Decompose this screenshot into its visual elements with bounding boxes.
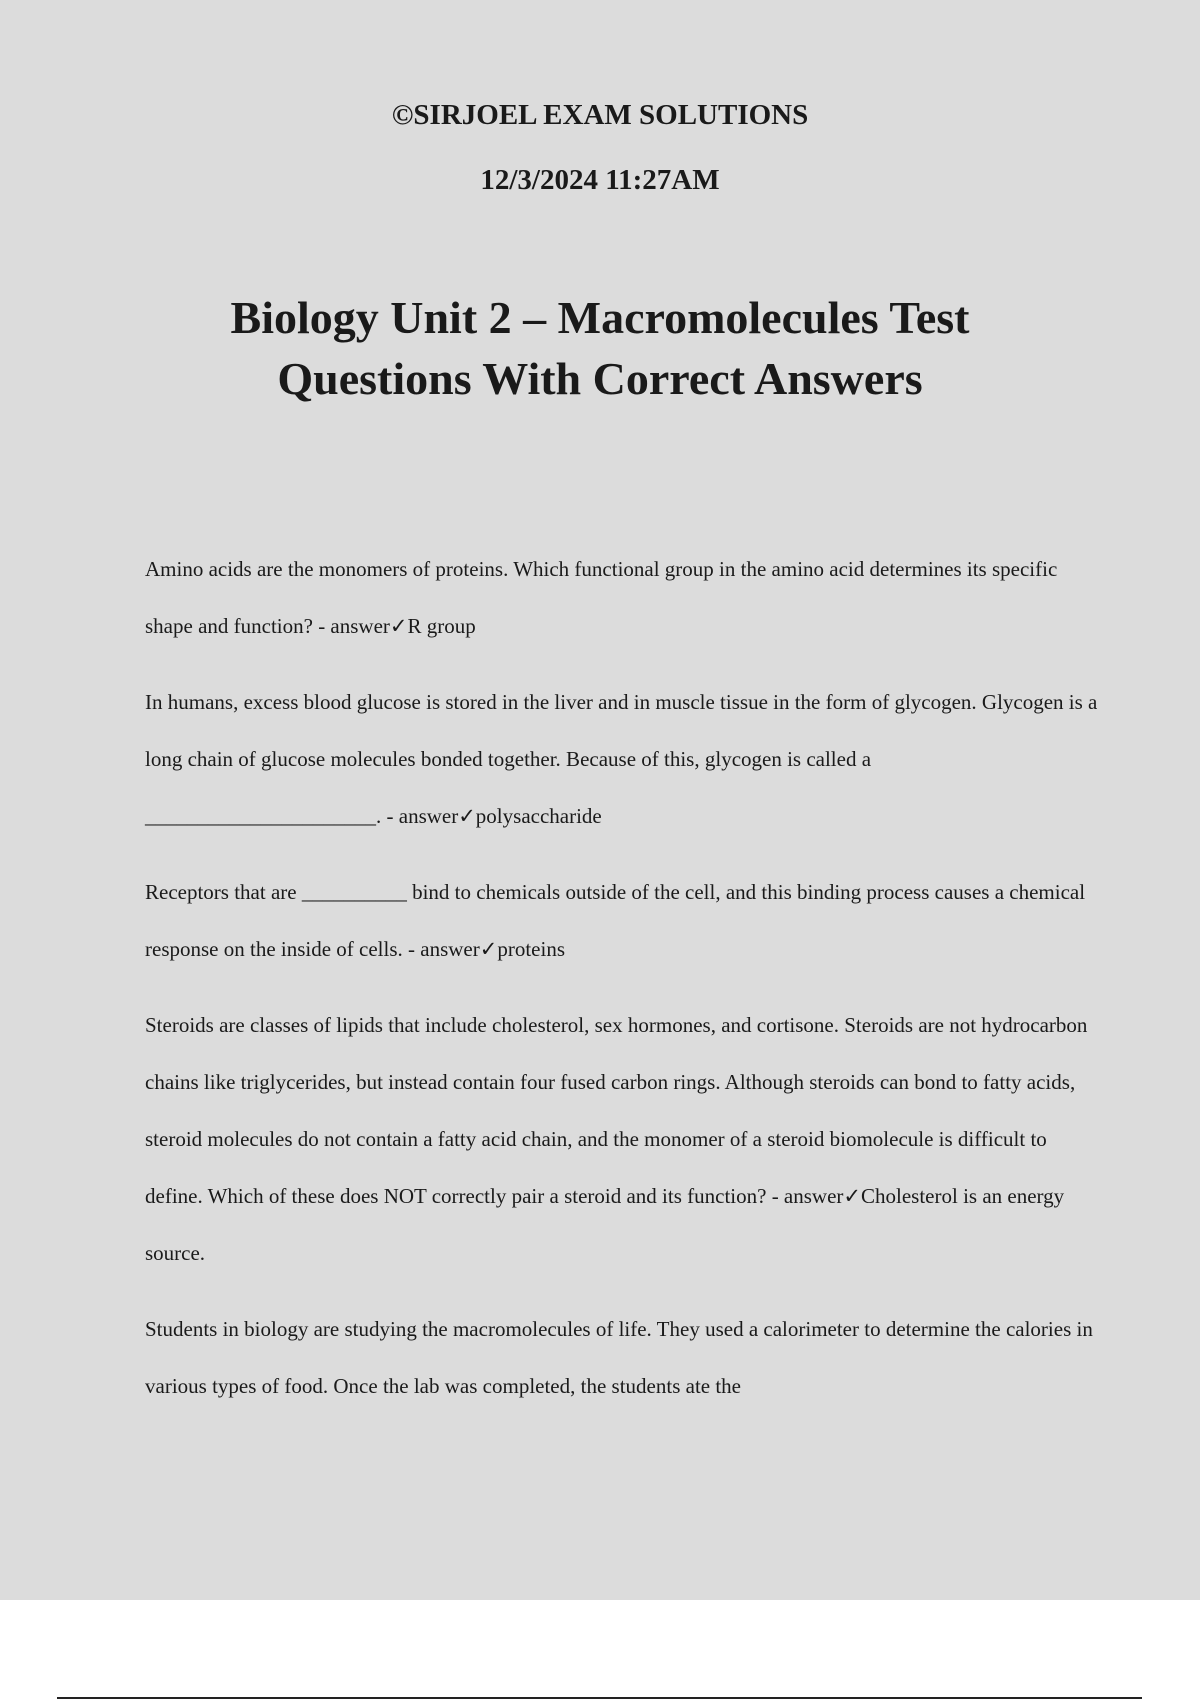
question-list (145, 541, 1100, 1434)
document-title: Biology Unit 2 – Macromolecules Test Questions With Correct Answers (230, 292, 970, 404)
question-item: Steroids are classes of lipids that include cholesterol, sex hormones, and cortisone. Steroids are not hydrocarbon chains like triglycerides, but instead contain four fused carbon rings. Although steroids can bond to fatty acids, steroid molecules do not contain a fatty acid chain, and the monomer of a steroid biomolecule is difficult to define. Which of these does NOT correctly pair a steroid and its function? - answer✓Cholesterol is an energy source. (145, 1013, 1088, 1265)
brand-header: ©SIRJOEL EXAM SOLUTIONS (391, 99, 809, 131)
question-item: In humans, excess blood glucose is stored in the liver and in muscle tissue in the form of glycogen. Glycogen is a long chain of glucose molecules bonded together. Because of this, glycogen is called a ______________________. - answer✓polysaccharide (145, 690, 1098, 828)
datetime-stamp: 12/3/2024 11:27AM (480, 164, 720, 196)
question-item: Students in biology are studying the macromolecules of life. They used a calorimeter to determine the calories in various types of food. Once the lab was completed, the students ate the (145, 1317, 1093, 1398)
page-divider (57, 1697, 1142, 1699)
question-item: Amino acids are the monomers of proteins. Which functional group in the amino acid determines its specific shape and function? - answer✓R group (145, 557, 1058, 638)
question-item: Receptors that are __________ bind to chemicals outside of the cell, and this binding process causes a chemical response on the inside of cells. - answer✓proteins (145, 880, 1086, 961)
